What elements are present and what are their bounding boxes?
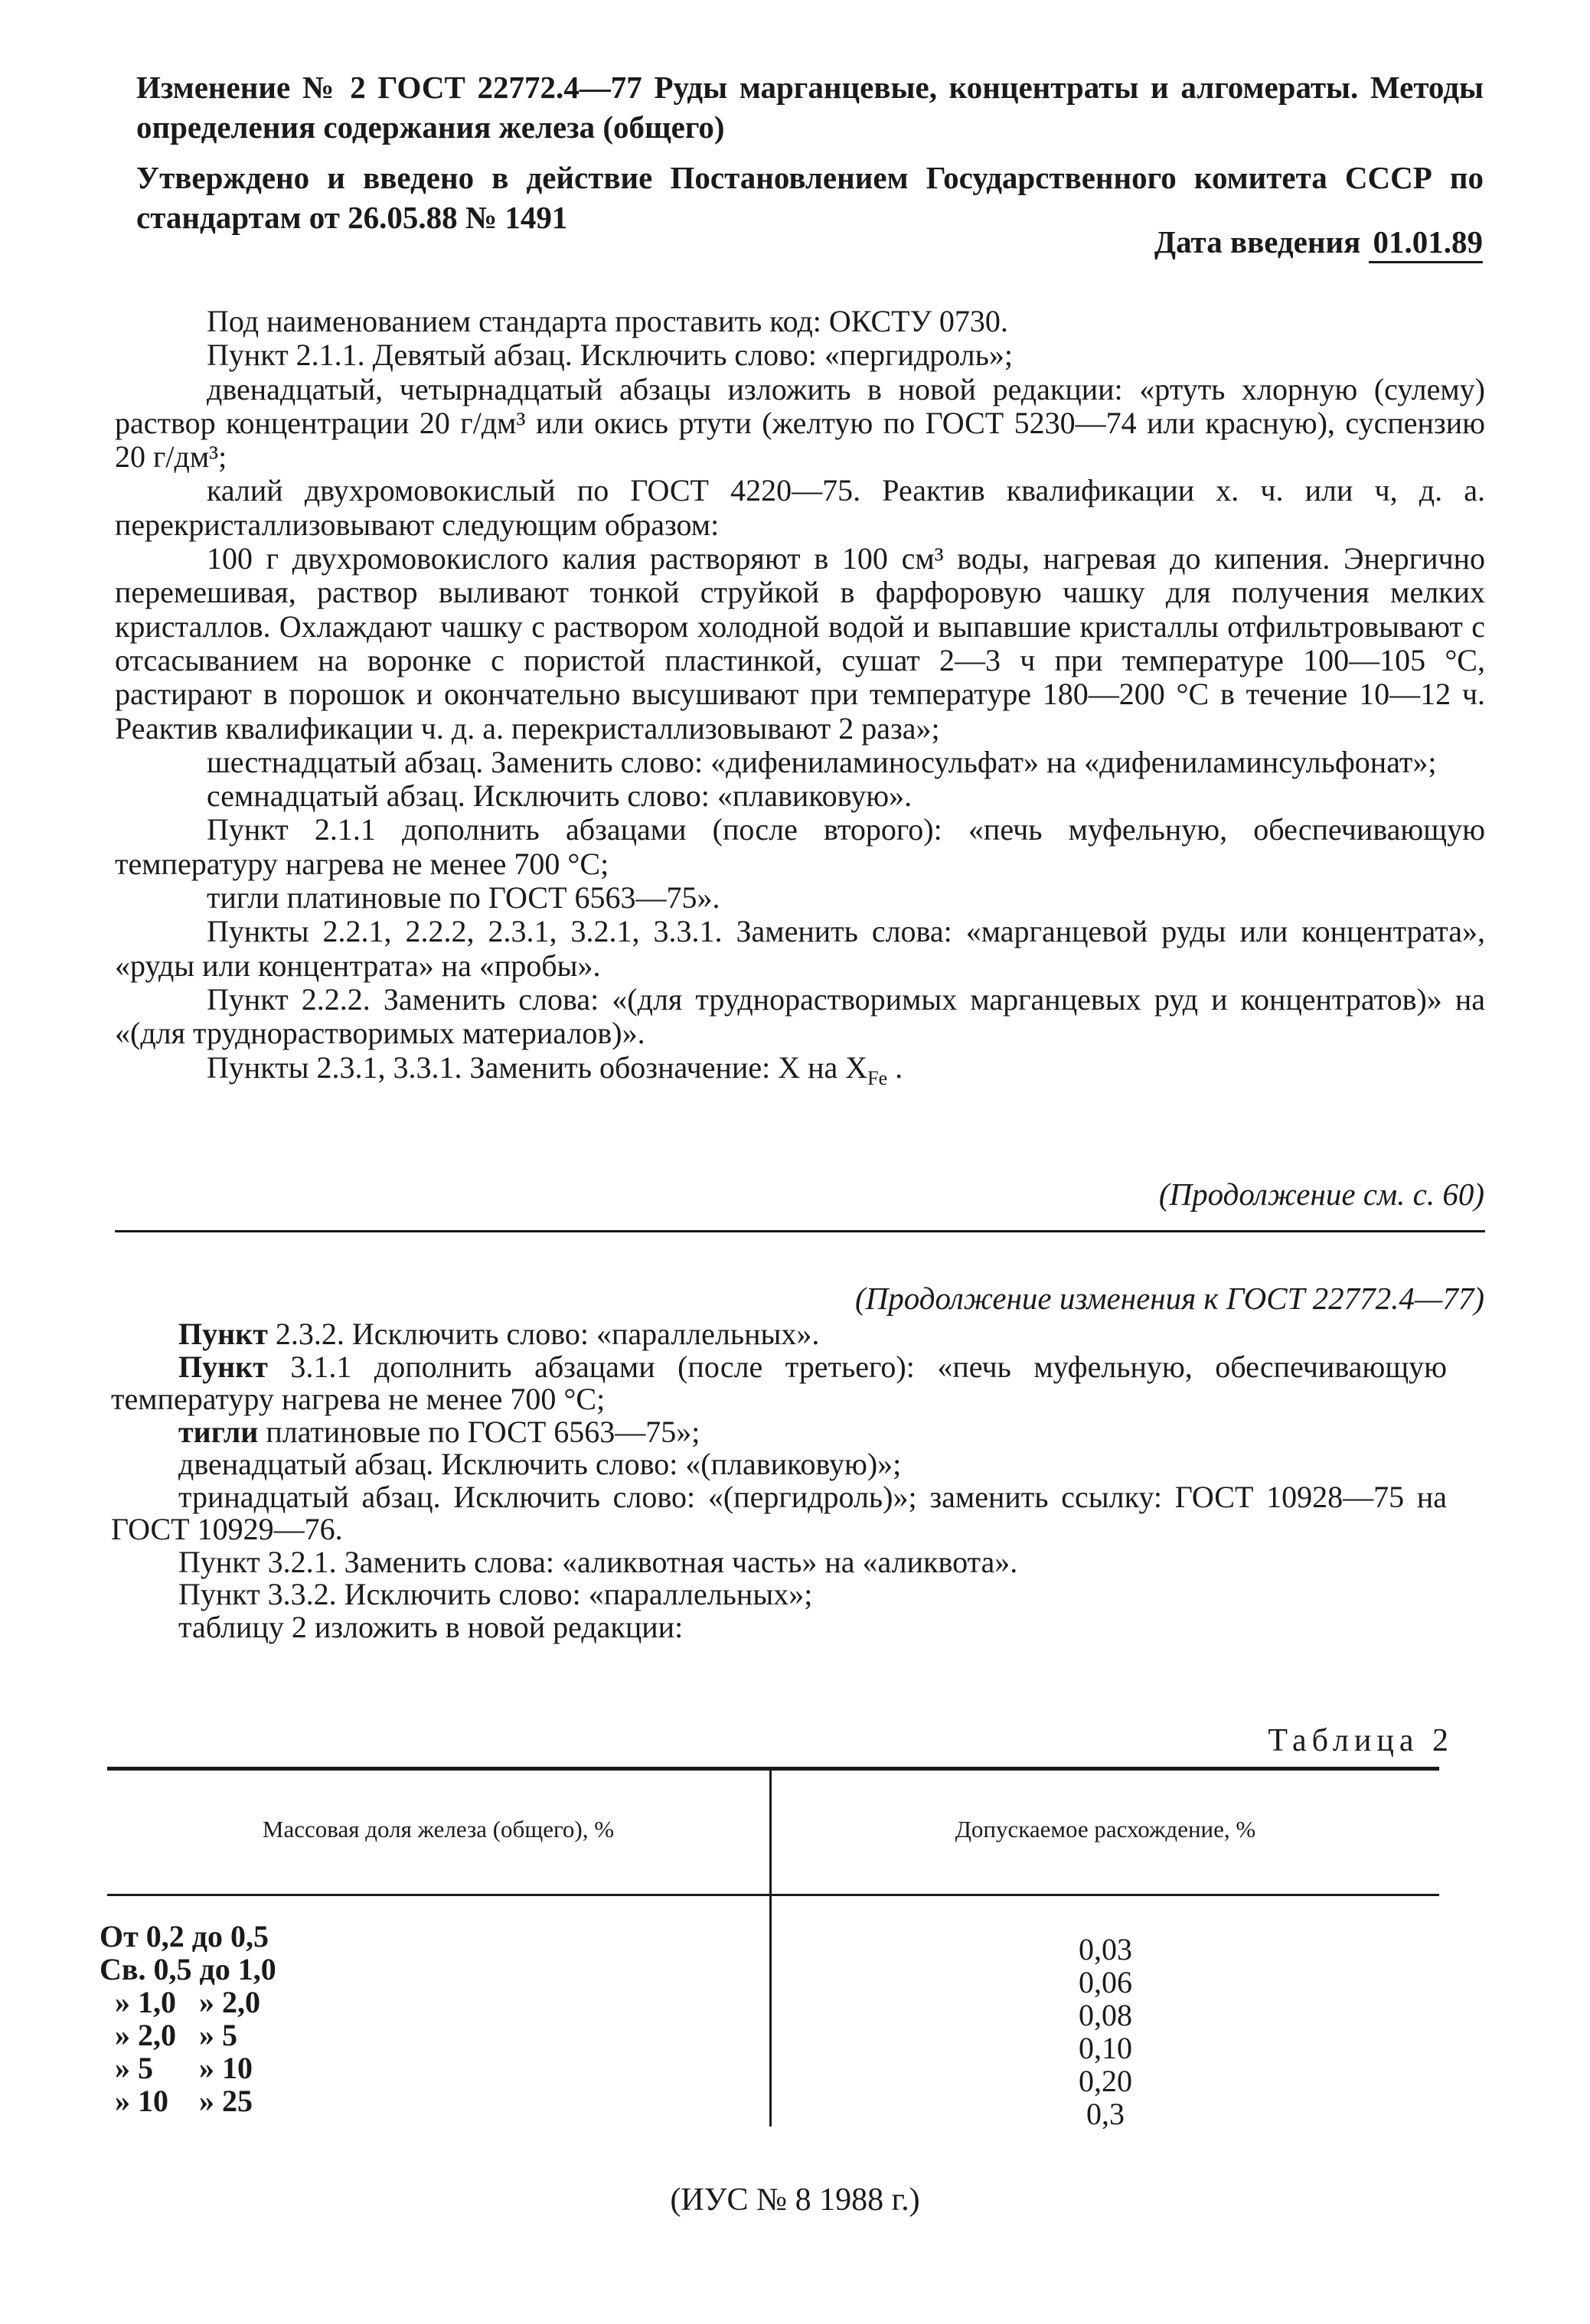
paragraph: 100 г двухромовокислого калия растворяют в 100 см³ воды, нагревая до кипения. Энергично перемешивая, раствор выливают тонкой струйкой в фарфоровую чашку для получения мелких кристаллов. Охлаждают чашку с раствором холодной водой и выпавшие кристаллы отфильтровывают с отсасыванием на воронке с пористой пластинкой, сушат 2—3 ч при температуре 100—105 °С, растирают в порошок и окончательно высушивают при температуре 180—200 °С в течение 10—12 ч. Реактив квалификации ч. д. а. перекристаллизовывают 2 раза»; <box>115 541 1485 746</box>
table-cell-tolerance: 0,06 <box>1079 1965 1132 1999</box>
designation-text: Пункты 2.3.1, 3.3.1. Заменить обозначение: X на X <box>207 1049 868 1085</box>
paragraph: семнадцатый абзац. Исключить слово: «плавиковую». <box>207 778 913 814</box>
effective-date-value: 01.01.89 <box>1369 224 1484 263</box>
amendment-text-part2 <box>111 1318 1447 1643</box>
paragraph: Пункт 3.2.1. Заменить слова: «аликвотная часть» на «аликвота». <box>178 1544 1018 1579</box>
paragraph-text: платиновые по ГОСТ 6563—75»; <box>258 1414 700 1449</box>
paragraph: двенадцатый, четырнадцатый абзацы изложить в новой редакции: «ртуть хлорную (сулему) раствор концентрации 20 г/дм³ или окись ртути (желтую по ГОСТ 5230—74 или красную), суспензию 20 г/дм³; <box>115 371 1485 475</box>
paragraph: Под наименованием стандарта проставить код: ОКСТУ 0730. <box>207 304 1008 338</box>
bold-lead: Пункт <box>178 1317 268 1351</box>
bold-lead: Пункт <box>178 1349 268 1384</box>
table-cell-tolerance: 0,03 <box>1079 1932 1132 1967</box>
designation-subscript: Fe <box>867 1066 888 1089</box>
effective-date-label: Дата введения <box>1154 224 1361 259</box>
table-header-rule <box>107 1894 1439 1896</box>
effective-date <box>1154 222 1483 262</box>
continuation-header: (Продолжение изменения к ГОСТ 22772.4—77) <box>854 1281 1484 1316</box>
paragraph: таблицу 2 изложить в новой редакции: <box>178 1609 684 1644</box>
paragraph <box>115 1051 1485 1095</box>
publication-reference: (ИУС № 8 1988 г.) <box>670 2182 920 2218</box>
table-title: Таблица 2 <box>1268 1723 1454 1758</box>
table-header-tolerance: Допускаемое расхождение, % <box>955 1816 1256 1843</box>
table-cell-range: » 2,0 » 5 <box>100 2018 237 2052</box>
bold-lead: тигли <box>178 1414 259 1449</box>
table-column-tolerance <box>772 1933 1439 2130</box>
table-cell-range: » 1,0 » 2,0 <box>100 1985 260 2019</box>
paragraph <box>111 1416 1447 1449</box>
paragraph <box>111 1351 1447 1416</box>
table-cell-range: » 5 » 10 <box>100 2051 253 2085</box>
amendment-text-part1 <box>115 305 1485 1095</box>
table-cell-range: От 0,2 до 0,5 <box>100 1919 269 1954</box>
paragraph: тринадцатый абзац. Исключить слово: «(пергидроль)»; заменить ссылку: ГОСТ 10928—75 на ГОСТ 10929—76. <box>111 1479 1447 1546</box>
paragraph-text: 3.1.1 дополнить абзацами (после третьего): «печь муфельную, обеспечивающую температуру нагрева не менее 700 °С; <box>111 1349 1447 1416</box>
continuation-note: (Продолжение см. с. 60) <box>1158 1177 1484 1212</box>
table-cell-range: Св. 0,5 до 1,0 <box>100 1952 276 1986</box>
table-cell-tolerance: 0,10 <box>1079 2031 1132 2065</box>
approval-statement: Утверждено и введено в действие Постановлением Государственного комитета СССР по стандартам от 26.05.88 № 1491 <box>136 160 1484 235</box>
paragraph: Пункт 3.3.2. Исключить слово: «параллельных»; <box>178 1577 813 1611</box>
paragraph-text: 2.3.2. Исключить слово: «параллельных». <box>267 1317 820 1351</box>
table-header-mass-fraction: Массовая доля железа (общего), % <box>262 1816 615 1843</box>
table-cell-tolerance: 0,3 <box>1086 2097 1125 2131</box>
paragraph: шестнадцатый абзац. Заменить слово: «дифениламиносульфат» на «дифениламинсульфонат»; <box>207 744 1437 779</box>
designation-end: . <box>887 1049 903 1085</box>
paragraph: Пункт 2.1.1 дополнить абзацами (после второго): «печь муфельную, обеспечивающую температуру нагрева не менее 700 °С; <box>115 812 1485 881</box>
paragraph: Пункт 2.1.1. Девятый абзац. Исключить слово: «пергидроль»; <box>207 338 1013 373</box>
paragraph <box>111 1318 1447 1351</box>
amendment-title: Изменение № 2 ГОСТ 22772.4—77 Руды марганцевые, концентраты и алгомераты. Методы определения содержания железа (общего) <box>136 70 1484 145</box>
table-column-range <box>100 1920 276 2117</box>
table-cell-range: » 10 » 25 <box>100 2084 253 2118</box>
table-cell-tolerance: 0,08 <box>1079 1998 1132 2032</box>
paragraph: Пункты 2.2.1, 2.2.2, 2.3.1, 3.2.1, 3.3.1. Заменить слова: «марганцевой руды или концентрата», «руды или концентрата» на «пробы». <box>115 914 1485 983</box>
table-top-rule <box>107 1767 1439 1771</box>
page-divider <box>115 1230 1485 1232</box>
table-cell-tolerance: 0,20 <box>1079 2064 1132 2098</box>
paragraph: двенадцатый абзац. Исключить слово: «(плавиковую)»; <box>178 1447 902 1481</box>
paragraph: Пункт 2.2.2. Заменить слова: «(для труднорастворимых марганцевых руд и концентратов)» на «(для труднорастворимых материалов)». <box>115 981 1485 1051</box>
paragraph: калий двухромовокислый по ГОСТ 4220—75. Реактив квалификации х. ч. или ч, д. а. перекристаллизовывают следующим образом: <box>115 473 1485 542</box>
paragraph: тигли платиновые по ГОСТ 6563—75». <box>207 880 720 916</box>
